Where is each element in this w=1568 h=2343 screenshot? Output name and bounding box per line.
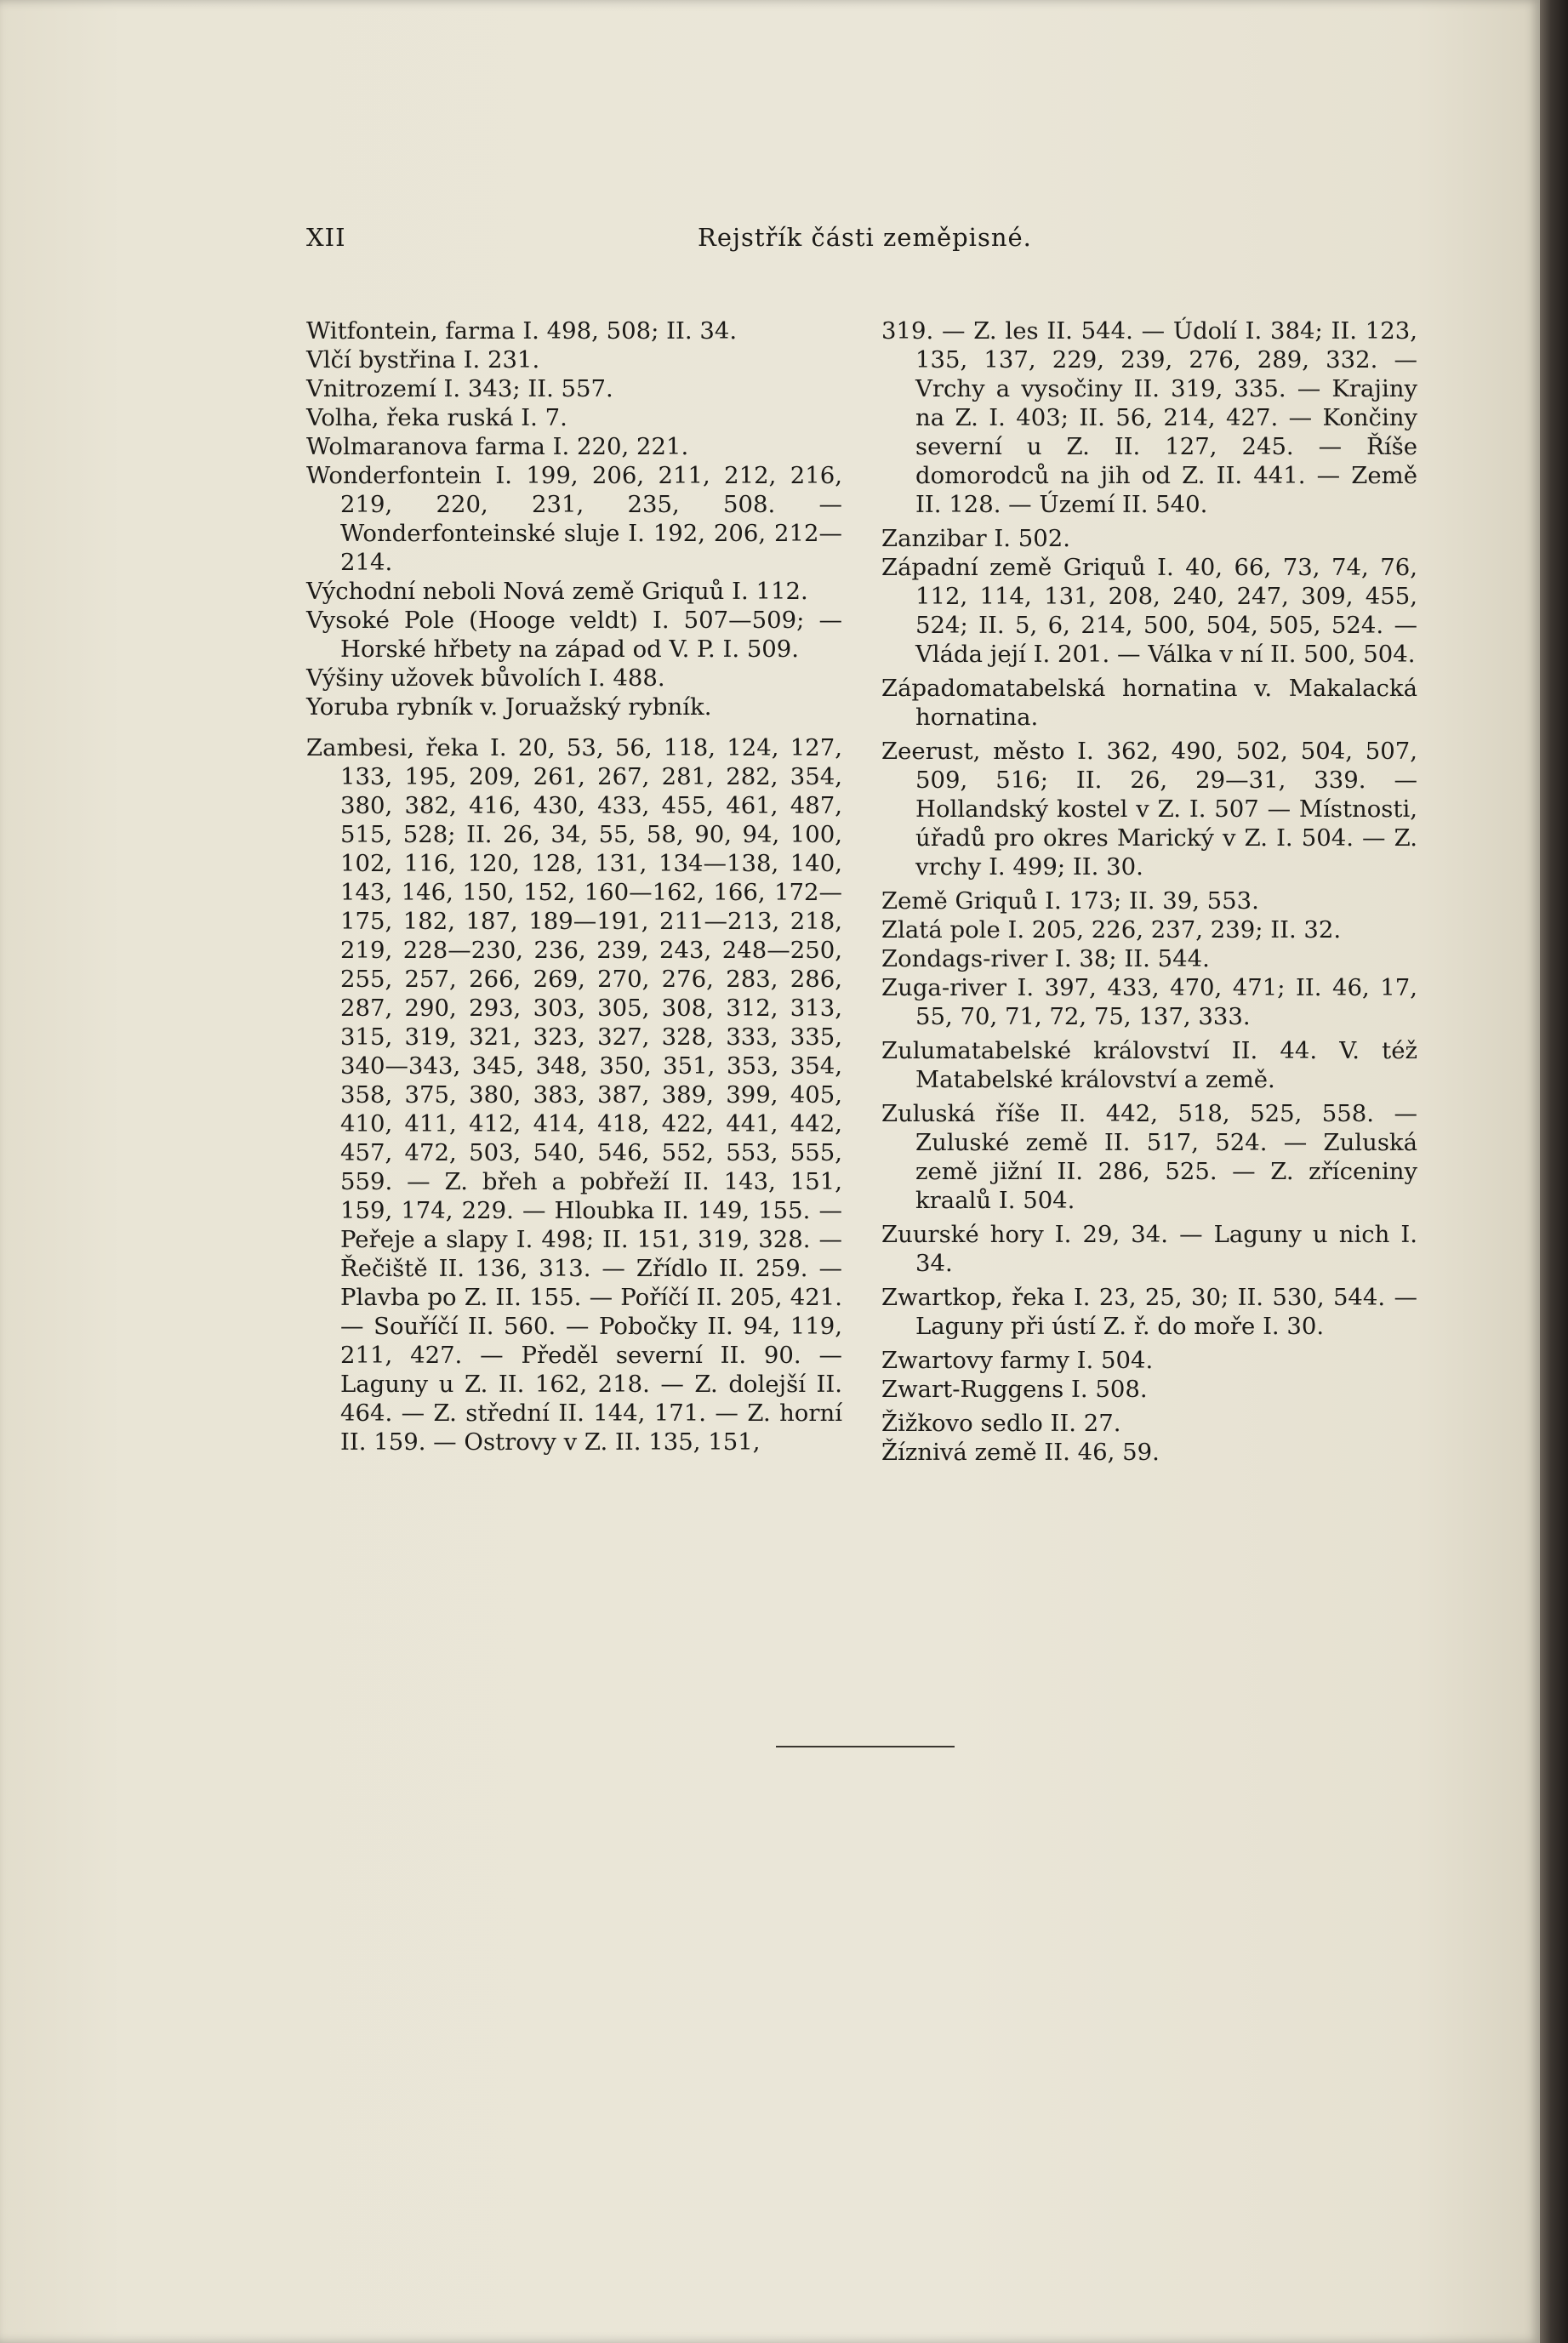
index-entry: Volha, řeka ruská I. 7. [306,404,567,431]
page-number: XII [306,223,346,252]
index-entry: Wolmaranova farma I. 220, 221. [306,433,689,460]
right-column [881,316,1417,1467]
index-entry: Vlčí bystřina I. 231. [306,346,540,373]
index-entry: Zwartovy farmy I. 504. [881,1347,1154,1374]
index-entry: Žíznivá země II. 46, 59. [881,1439,1160,1466]
left-column [306,316,842,1457]
closing-rule [776,1746,955,1747]
index-entry: Země Griquů I. 173; II. 39, 553. [881,887,1259,915]
index-entry: Zwartkop, řeka I. 23, 25, 30; II. 530, 544. — Laguny při ústí Z. ř. do moře I. 30. [881,1284,1417,1340]
index-entry: Východní neboli Nová země Griquů I. 112. [306,578,808,605]
index-entry: Západní země Griquů I. 40, 66, 73, 74, 76, 112, 114, 131, 208, 240, 247, 309, 455, 524; II. 5, 6, 214, 500, 504, 505, 524. — Vláda její I. 201. — Válka v ní II. 500, 504. [881,554,1417,668]
page-header [306,223,1421,265]
index-entry: Zlatá pole I. 205, 226, 237, 239; II. 32. [881,916,1342,943]
index-entry: Zambesi, řeka I. 20, 53, 56, 118, 124, 127, 133, 195, 209, 261, 267, 281, 282, 354, 380, 382, 416, 430, 433, 455, 461, 487, 515, 528; II. 26, 34, 55, 58, 90, 94, 100, 102, 116, 120, 128, 131, 134—138, 140, 143, 146, 150, 152, 160—162, 166, 172—175, 182, 187, 189—191, 211—213, 218, 219, 228—230, 236, 239, 243, 248—250, 255, 257, 266, 269, 270, 276, 283, 286, 287, 290, 293, 303, 305, 308, 312, 313, 315, 319, 321, 323, 327, 328, 333, 335, 340—343, 345, 348, 350, 351, 353, 354, 358, 375, 380, 383, 387, 389, 399, 405, 410, 411, 412, 414, 418, 422, 441, 442, 457, 472, 503, 540, 546, 552, 553, 555, 559. — Z. břeh a pobřeží II. 143, 151, 159, 174, 229. — Hloubka II. 149, 155. — Peřeje a slapy I. 498; II. 151, 319, 328. — Řečiště II. 136, 313. — Zřídlo II. 259. — Plavba po Z. II. 155. — Poříčí II. 205, 421. — Souříčí II. 560. — Pobočky II. 94, 119, 211, 427. — Předěl severní II. 90. — Laguny u Z. II. 162, 218. — Z. dolejší II. 464. — Z. střední II. 144, 171. — Z. horní II. 159. — Ostrovy v Z. II. 135, 151, [306,734,842,1456]
index-entry: Zulumatabelské království II. 44. V. též Matabelské království a země. [881,1037,1417,1093]
index-entry-continued: 319. — Z. les II. 544. — Údolí I. 384; II. 123, 135, 137, 229, 239, 276, 289, 332. — Vrchy a vysočiny II. 319, 335. — Krajiny na Z. I. 403; II. 56, 214, 427. — Končiny severní u Z. II. 127, 245. — Říše domorodců na jih od Z. II. 441. — Země II. 128. — Území II. 540. [881,317,1417,518]
index-entry: Zuga-river I. 397, 433, 470, 471; II. 46, 17, 55, 70, 71, 72, 75, 137, 333. [881,974,1417,1030]
index-entry: Žižkovo sedlo II. 27. [881,1410,1121,1437]
index-entry: Výšiny užovek bůvolích I. 488. [306,664,665,692]
index-entry: Vysoké Pole (Hooge veldt) I. 507—509; — Horské hřbety na západ od V. P. I. 509. [306,607,842,663]
index-entry: Zwart-Ruggens I. 508. [881,1376,1148,1403]
index-entry: Západomatabelská hornatina v. Makalacká hornatina. [881,675,1417,731]
index-entry: Zuurské hory I. 29, 34. — Laguny u nich I. 34. [881,1221,1417,1277]
running-title: Rejstřík části zeměpisné. [698,223,1032,252]
index-entry: Witfontein, farma I. 498, 508; II. 34. [306,317,738,345]
index-entry: Zondags-river I. 38; II. 544. [881,945,1210,972]
index-entry: Zuluská říše II. 442, 518, 525, 558. — Zuluské země II. 517, 524. — Zuluská země jižní II. 286, 525. — Z. zříceniny kraalů I. 504. [881,1100,1417,1214]
index-entry: Zanzibar I. 502. [881,525,1070,552]
book-edge [1540,0,1568,2343]
index-entry: Zeerust, město I. 362, 490, 502, 504, 507, 509, 516; II. 26, 29—31, 339. — Hollandský kostel v Z. I. 507 — Místnosti, úřadů pro okres Marický v Z. I. 504. — Z. vrchy I. 499; II. 30. [881,738,1417,881]
index-entry: Yoruba rybník v. Joruažský rybník. [306,693,712,721]
index-entry: Vnitrozemí I. 343; II. 557. [306,375,613,402]
index-entry: Wonderfontein I. 199, 206, 211, 212, 216, 219, 220, 231, 235, 508. — Wonderfonteinské sluje I. 192, 206, 212—214. [306,462,842,576]
